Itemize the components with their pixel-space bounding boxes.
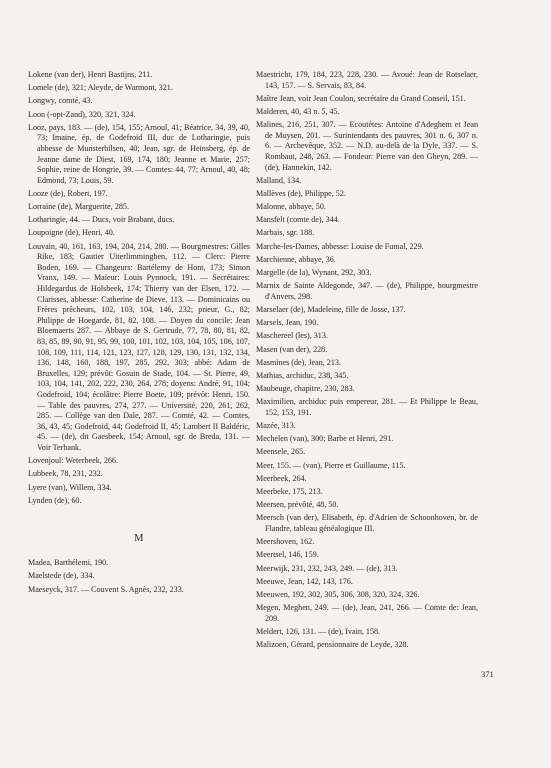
index-entry: Meensele, 265. [256,447,306,457]
index-entry: Lyere (van), Willem, 334. [28,482,112,492]
index-entry: Masen (van der), 228. [256,344,328,354]
index-entry: Lynden (de), 60. [28,495,82,505]
index-entry: Maximilien, archiduc puis empereur, 281. — Et Philippe le Beau, 152, 153, 191. [256,397,478,417]
index-entry: Loupoigne (de), Henri, 40. [28,228,115,238]
index-entry: Maestricht, 179, 184, 223, 228, 230. — Avoué: Jean de Rotselaer, 143, 157. — S. Servais, 83, 84. [256,70,478,90]
right-entries [256,70,478,651]
index-entry: Meersch (van der), Elisabeth, ép. d'Adrien de Schoonhoven, br. de Flandre, tableau généalogique III. [256,513,478,533]
index-entry: Meerbeek, 264. [256,473,307,483]
index-entry: Meldert, 126, 131. — (de), Ivain, 158. [256,626,381,636]
index-entry: Meertsel, 146, 159. [256,550,319,560]
index-entry: Maeseyck, 317. — Couvent S. Agnès, 232, 233. [28,584,184,594]
index-entry: Marnix de Sainte Aldegonde, 347. — (de), Philippe, bourgmestre d'Anvers, 298. [256,281,478,301]
index-entry: Meerwijk, 231, 232, 243, 249. — (de), 313. [256,563,398,573]
index-entry: Masmines (de), Jean, 213. [256,357,341,367]
index-entry: Meeuwen, 192, 302, 305, 306, 308, 320, 324, 326. [256,589,420,599]
index-entry: Mechelen (van), 300; Barbe et Henri, 291. [256,434,394,444]
index-entry: Margelle (de la), Wynant, 292, 303. [256,268,372,278]
index-entry: Meer, 155. — (van), Pierre et Guillaume, 115. [256,460,406,470]
index-entry: Mansfelt (comte de), 344. [256,215,340,225]
index-entry: Marselaer (de), Madeleine, fille de Josse, 137. [256,305,406,314]
index-entry: Malines, 216, 251, 307. — Ecoutètes: Antoine d'Adeghem et Jean de Muysen, 201. — Surintendants des pauvres, 301 n. 6, 307 n. 6. — Archevêque, 352. — N.D. au-delà de la Dyle, 337. — S. Rombaut, 248, 263. — Fondeur: Pierre van den Gheyn, 289. — (de), Hannekin, 142. [256,120,478,172]
index-entry: Meersen, prévôté, 48, 50. [256,500,339,510]
left-entries [28,70,250,506]
index-entry: Marche-les-Dames, abbesse: Louise de Fumal, 229. [256,241,424,251]
left-entries-after [28,558,250,595]
right-column [256,70,478,653]
index-entry: Malonne, abbaye, 50. [256,202,326,212]
index-entry: Looz, pays, 183. — (de), 154, 155; Arnoul, 41; Béatrice, 34, 39, 40, 73; Imaine, ép. de Godefroid III, duc de Lotharingie, puis abbesse de Munsterbilsen, 40; Jean, sgr. de Heinsberg, ép. de Jeanne dame de Diest, 169, 174, 180; Jeanne et Marie, 257; Sophie, reine de Hongrie, 39. — Comtes: 44, 77; Arnoul, 40, 48; Edmond, 73; Louis, 59. [28,122,250,185]
index-entry: Malderen, 40, 43 n. 5, 45. [256,106,340,116]
index-entry: Lorraine (de), Marguerite, 285. [28,202,129,212]
index-entry: Loon (-opt-Zand), 320, 321, 324. [28,109,136,119]
index-entry: Malizoen, Gérard, pensionnaire de Leyde, 328. [256,640,409,650]
index-entry: Meeuwe, Jean, 142, 143, 176. [256,576,353,586]
index-entry: Megen, Meghen, 249. — (de), Jean, 241, 266. — Comte de: Jean, 209. [256,603,478,623]
section-letter: M [134,533,144,545]
index-entry: Malland, 134. [256,175,302,185]
index-entry: Lubbeek, 78, 231, 232. [28,469,103,479]
index-entry: Meerbeke, 175, 213. [256,487,323,497]
index-entry: Maubeuge, chapitre, 230, 283. [256,384,355,394]
index-entry: Maître Jean, voir Jean Coulon, secrétaire du Grand Conseil, 151. [256,93,466,103]
index-entry: Mallèves (de), Philippe, 52. [256,188,346,198]
page-number: 371 [481,669,494,679]
index-entry: Meershoven, 162. [256,537,315,547]
index-entry: Lokene (van der), Henri Bastijns, 211. [28,70,153,79]
index-entry: Maschereel (les), 313. [256,331,328,341]
index-entry: Mazée, 313. [256,421,296,431]
left-column [28,70,250,598]
index-entry: Mathias, archiduc, 238, 345. [256,370,349,380]
index-entry: Lovenjoul: Weterbeek, 266. [28,456,119,466]
index-entry: Marsels, Jean, 190. [256,318,319,328]
index-entry: Lotharingie, 44. — Ducs, voir Brabant, ducs. [28,215,175,225]
index-entry: Looze (de), Robert, 197. [28,188,108,198]
index-entry: Madea, Barthélemi, 190. [28,558,109,568]
index-entry: Maelstede (de), 334. [28,571,95,581]
index-entry: Longwy, comté, 43. [28,96,93,106]
index-entry: Louvain, 40, 161, 163, 194, 204, 214, 280. — Bourgmestres: Gilles Rike, 183; Gautier Uiterlimminghen, 112. — Clerc: Pierre Boden, 169. — Changeurs: Bartélemy de Hont, 173; Simon Vranx, 149. — Maïeur: Louis Pynnock, 191. — Secrétaires: Hildegardus de Holsbeek, 174; Thierry van der Elsen, 172. — Clarisses, abbesse: Catherine de Dieve, 113. — Dominicains ou Frères prêcheurs, 102, 103, 104, 146, 232; prieur, G., 82; Philippe de Hoegarde, 81, 82, 108. — Doyen du concile: Jean Bloemaerts 287. — Abbaye de S. Gertrude, 77, 78, 80, 81, 82, 83, 85, 89, 90, 91, 95, 99, 100, 101, 102, 103, 104, 105, 106, 107, 108, 109, 111, 114, 121, 123, 127, 128, 129, 130, 131, 132, 134, 136, 148, 160, 188, 197, 285, 292, 303; abbé: Adam de Bruxelles, 129; prévôt: Gosuin de Stade, 104. — St. Pierre, 49, 103, 104, 141, 202, 222, 230, 264, 278; doyens: André, 91, 104; Godefroid, 104; écolâtre: Pierre Boete, 109; prévôt: Henri, 150. — Table des pauvres, 274, 277. — Université, 220, 261, 262, 285. — Collège van den Dale, 287. — Comté, 42. — Comtes, 36, 43, 45; Godefroid, 44; Godefroid II, 45; Lambert II Baldéric, 45. — (de), dit Gaesbeek, 154; Arnoul, sgr. de Breda, 131. — Voir Terbank. [28,241,250,452]
index-entry: Lomele (de), 321; Aleyde, de Warmont, 321. [28,83,173,93]
index-entry: Marchienne, abbaye, 36. [256,254,336,264]
index-entry: Marbais, sgr. 188. [256,228,315,238]
